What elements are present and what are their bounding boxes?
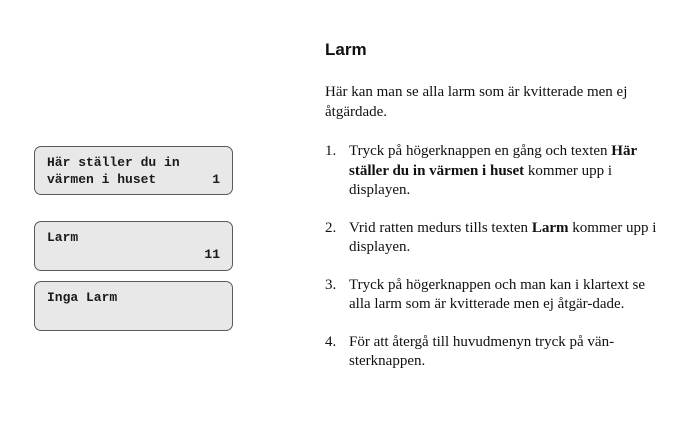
- step-number: 4.: [325, 333, 337, 350]
- step-text: Tryck på högerknappen och man kan i klartext se alla larm som är kvitterade men ej åtgär-dade.: [349, 276, 646, 312]
- instructions-section: [325, 38, 665, 390]
- display-value: 1: [212, 172, 220, 187]
- display-screen-heating: [34, 146, 233, 195]
- display-text: Larm: [47, 230, 79, 245]
- display-text: Här ställer du in: [47, 155, 180, 170]
- steps-list: [325, 142, 665, 372]
- step-text-post: kommer upp i displayen.: [349, 162, 613, 198]
- display-line-2: [47, 171, 220, 188]
- step-text: För att återgå till huvudmenyn tryck på vän-sterknappen.: [349, 333, 615, 369]
- step-number: 1.: [325, 143, 337, 159]
- section-title: Larm: [325, 40, 367, 59]
- display-screen-no-alarm: [34, 281, 233, 331]
- display-line-1: [47, 154, 220, 171]
- step-text-pre: Vrid ratten medurs tills texten: [349, 219, 532, 236]
- section-intro: Här kan man se alla larm som är kvitterade men ej åtgärdade.: [325, 84, 628, 120]
- step-text-pre: Tryck på högerknappen en gång och texten: [349, 143, 612, 159]
- step-item: [325, 333, 665, 372]
- display-screen-alarm: [34, 221, 233, 271]
- display-text: Inga Larm: [47, 290, 118, 305]
- display-line-1: [47, 289, 220, 306]
- display-line-1: [47, 229, 220, 246]
- step-number: 3.: [325, 276, 337, 293]
- step-item: [325, 219, 665, 258]
- step-text-post: kommer upp i displayen.: [349, 219, 657, 255]
- step-text: [349, 219, 665, 258]
- display-text: värmen i huset: [47, 172, 157, 187]
- step-text-bold: Här ställer du in värmen i huset: [349, 143, 637, 179]
- step-text: [349, 142, 665, 201]
- step-text-bold: Larm: [531, 219, 569, 236]
- step-item: [325, 142, 665, 201]
- display-value: 11: [204, 247, 220, 262]
- step-item: [325, 276, 665, 315]
- display-line-2: [47, 246, 220, 263]
- step-number: 2.: [325, 219, 337, 236]
